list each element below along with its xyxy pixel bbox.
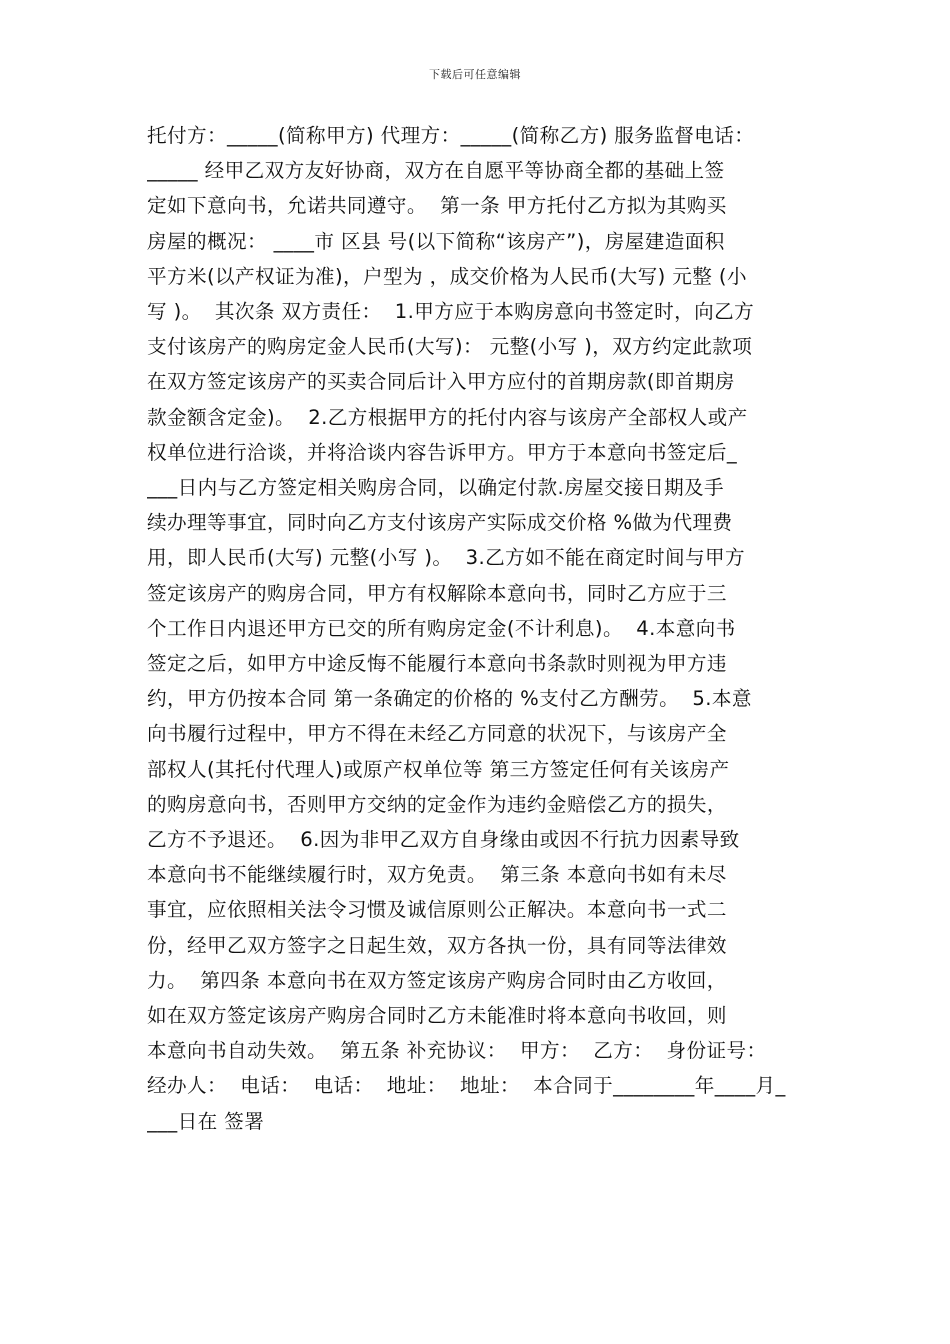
document-body [147,118,811,1139]
text-line: 力。 第四条 本意向书在双方签定该房产购房合同时由乙方收回， [147,968,727,992]
text-line: 平方米(以产权证为准)，户型为 ，成交价格为人民币(大写) 元整 (小 [147,264,747,288]
text-line: 个工作日内退还甲方已交的所有购房定金(不计利息)。 4.本意向书 [147,616,736,640]
text-line: 在双方签定该房产的买卖合同后计入甲方应付的首期房款(即首期房 [147,370,735,394]
text-line: _____ 经甲乙双方友好协商，双方在自愿平等协商全都的基础上签 [147,159,725,183]
text-line: 续办理等事宜，同时向乙方支付该房产实际成交价格 %做为代理费 [147,511,733,535]
text-line: 签定之后，如甲方中途反悔不能履行本意向书条款时则视为甲方违 [147,652,727,676]
text-line: 款金额含定金)。 2.乙方根据甲方的托付内容与该房产全部权人或产 [147,405,748,429]
text-line: ___日内与乙方签定相关购房合同，以确定付款.房屋交接日期及手 [147,476,725,500]
text-line: 写 )。 其次条 双方责任： 1.甲方应于本购房意向书签定时，向乙方 [147,300,755,324]
text-line: 托付方：_____(简称甲方) 代理方：_____(简称乙方) 服务监督电话： [147,124,755,147]
text-line: 经办人： 电话： 电话： 地址： 地址： 本合同于________年____月_ [147,1074,786,1098]
text-line: 如在双方签定该房产购房合同时乙方未能准时将本意向书收回，则 [147,1004,727,1028]
text-line: 本意向书不能继续履行时，双方免责。 第三条 本意向书如有未尽 [147,863,727,887]
text-line: 向书履行过程中，甲方不得在未经乙方同意的状况下，与该房产全 [147,722,727,746]
text-line: 权单位进行洽谈，并将洽谈内容告诉甲方。甲方于本意向书签定后_ [147,440,738,464]
text-line: 本意向书自动失效。 第五条 补充协议： 甲方： 乙方： 身份证号： [147,1039,767,1063]
text-line: 约，甲方仍按本合同 第一条确定的价格的 %支付乙方酬劳。 5.本意 [147,687,752,711]
text-line: 事宜，应依照相关法令习惯及诚信原则公正解决。本意向书一式二 [147,898,727,922]
text-line: ___日在 签署 [147,1109,265,1133]
text-line: 的购房意向书，否则甲方交纳的定金作为违约金赔偿乙方的损失， [147,792,727,816]
header-note: 下载后可任意编辑 [429,68,521,81]
text-line: 份，经甲乙双方签字之日起生效，双方各执一份，具有同等法律效 [147,933,727,957]
text-line: 签定该房产的购房合同，甲方有权解除本意向书，同时乙方应于三 [147,581,727,605]
text-line: 支付该房产的购房定金人民币(大写)： 元整(小写 )，双方约定此款项 [147,335,753,359]
text-line: 部权人(其托付代理人)或原产权单位等 第三方签定任何有关该房产 [147,757,730,781]
text-line: 乙方不予退还。 6.因为非甲乙双方自身缘由或因不行抗力因素导致 [147,828,740,852]
text-line: 定如下意向书，允诺共同遵守。 第一条 甲方托付乙方拟为其购买 [147,194,727,218]
text-line: 用，即人民币(大写) 元整(小写 )。 3.乙方如不能在商定时间与甲方 [147,546,746,570]
text-line: 房屋的概况： ____市 区县 号(以下简称“该房产”)，房屋建造面积 [147,229,725,253]
